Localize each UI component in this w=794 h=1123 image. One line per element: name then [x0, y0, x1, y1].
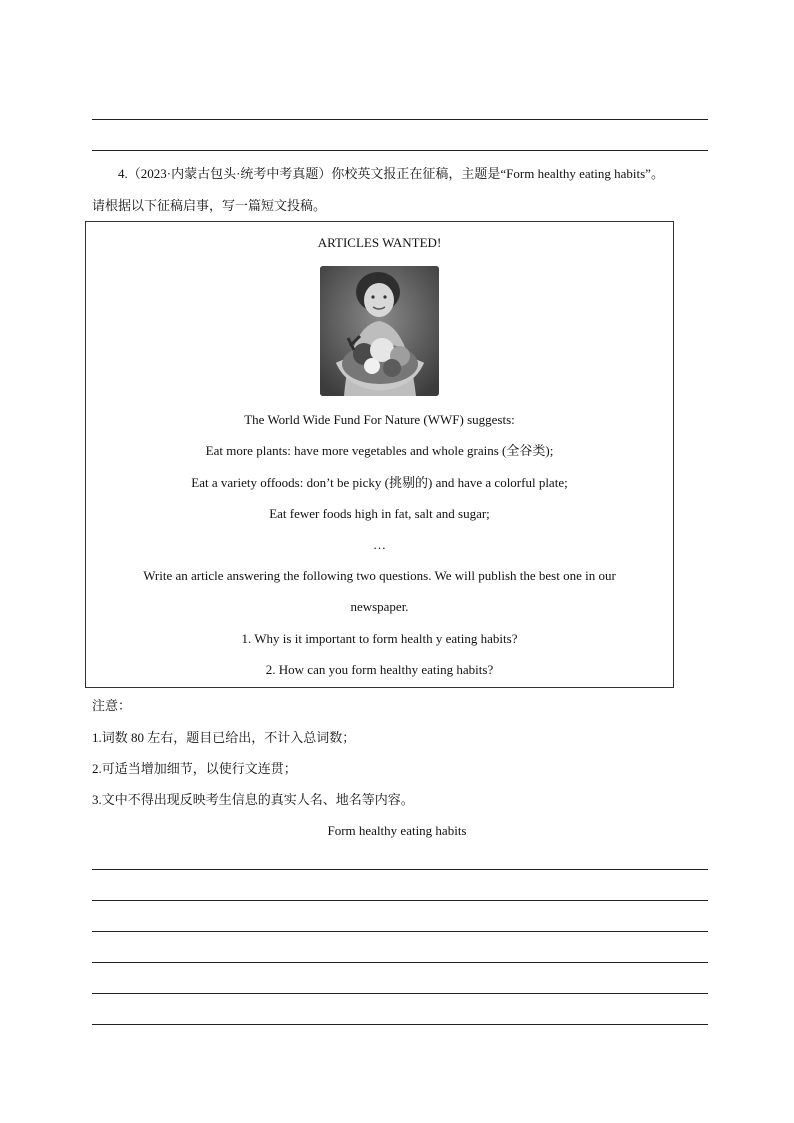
- child-holding-vegetables-photo: [320, 266, 439, 396]
- answer-line[interactable]: [92, 993, 708, 994]
- note-item: 1.词数 80 左右，题目已给出，不计入总词数；: [92, 730, 356, 745]
- notice-ellipsis: …: [373, 537, 386, 552]
- answer-line[interactable]: [92, 900, 708, 901]
- answer-line[interactable]: [92, 931, 708, 932]
- articles-wanted-notice: [85, 221, 674, 688]
- notice-intro: The World Wide Fund For Nature (WWF) suggests:: [244, 412, 515, 427]
- question-prompt-line-2: 请根据以下征稿启事，写一篇短文投稿。: [92, 198, 327, 213]
- notice-heading: ARTICLES WANTED!: [317, 235, 442, 250]
- answer-title: Form healthy eating habits: [327, 823, 467, 838]
- answer-line[interactable]: [92, 869, 708, 870]
- notice-task-line-1: Write an article answering the following two questions. We will publish the best one in our: [143, 568, 616, 583]
- answer-line[interactable]: [92, 1024, 708, 1025]
- note-item: 2.可适当增加细节，以使行文连贯；: [92, 761, 297, 776]
- notice-item: Eat a variety offoods: don’t be picky (挑剔的) and have a colorful plate;: [191, 475, 568, 490]
- notice-question-2: 2. How can you form healthy eating habits?: [265, 662, 494, 677]
- answer-line[interactable]: [92, 962, 708, 963]
- notice-item: Eat more plants: have more vegetables and whole grains (全谷类);: [205, 443, 554, 458]
- note-item: 3.文中不得出现反映考生信息的真实人名、地名等内容。: [92, 792, 414, 807]
- top-answer-line-1: [92, 119, 708, 120]
- top-answer-line-2: [92, 150, 708, 151]
- question-prompt-line-1: 4.（2023·内蒙古包头·统考中考真题）你校英文报正在征稿，主题是“Form healthy eating habits”。: [118, 166, 664, 181]
- notice-item: Eat fewer foods high in fat, salt and sugar;: [269, 506, 490, 521]
- notice-task-line-2: newspaper.: [350, 599, 409, 614]
- notice-question-1: 1. Why is it important to form health y eating habits?: [241, 631, 518, 646]
- notes-title: 注意：: [92, 698, 132, 713]
